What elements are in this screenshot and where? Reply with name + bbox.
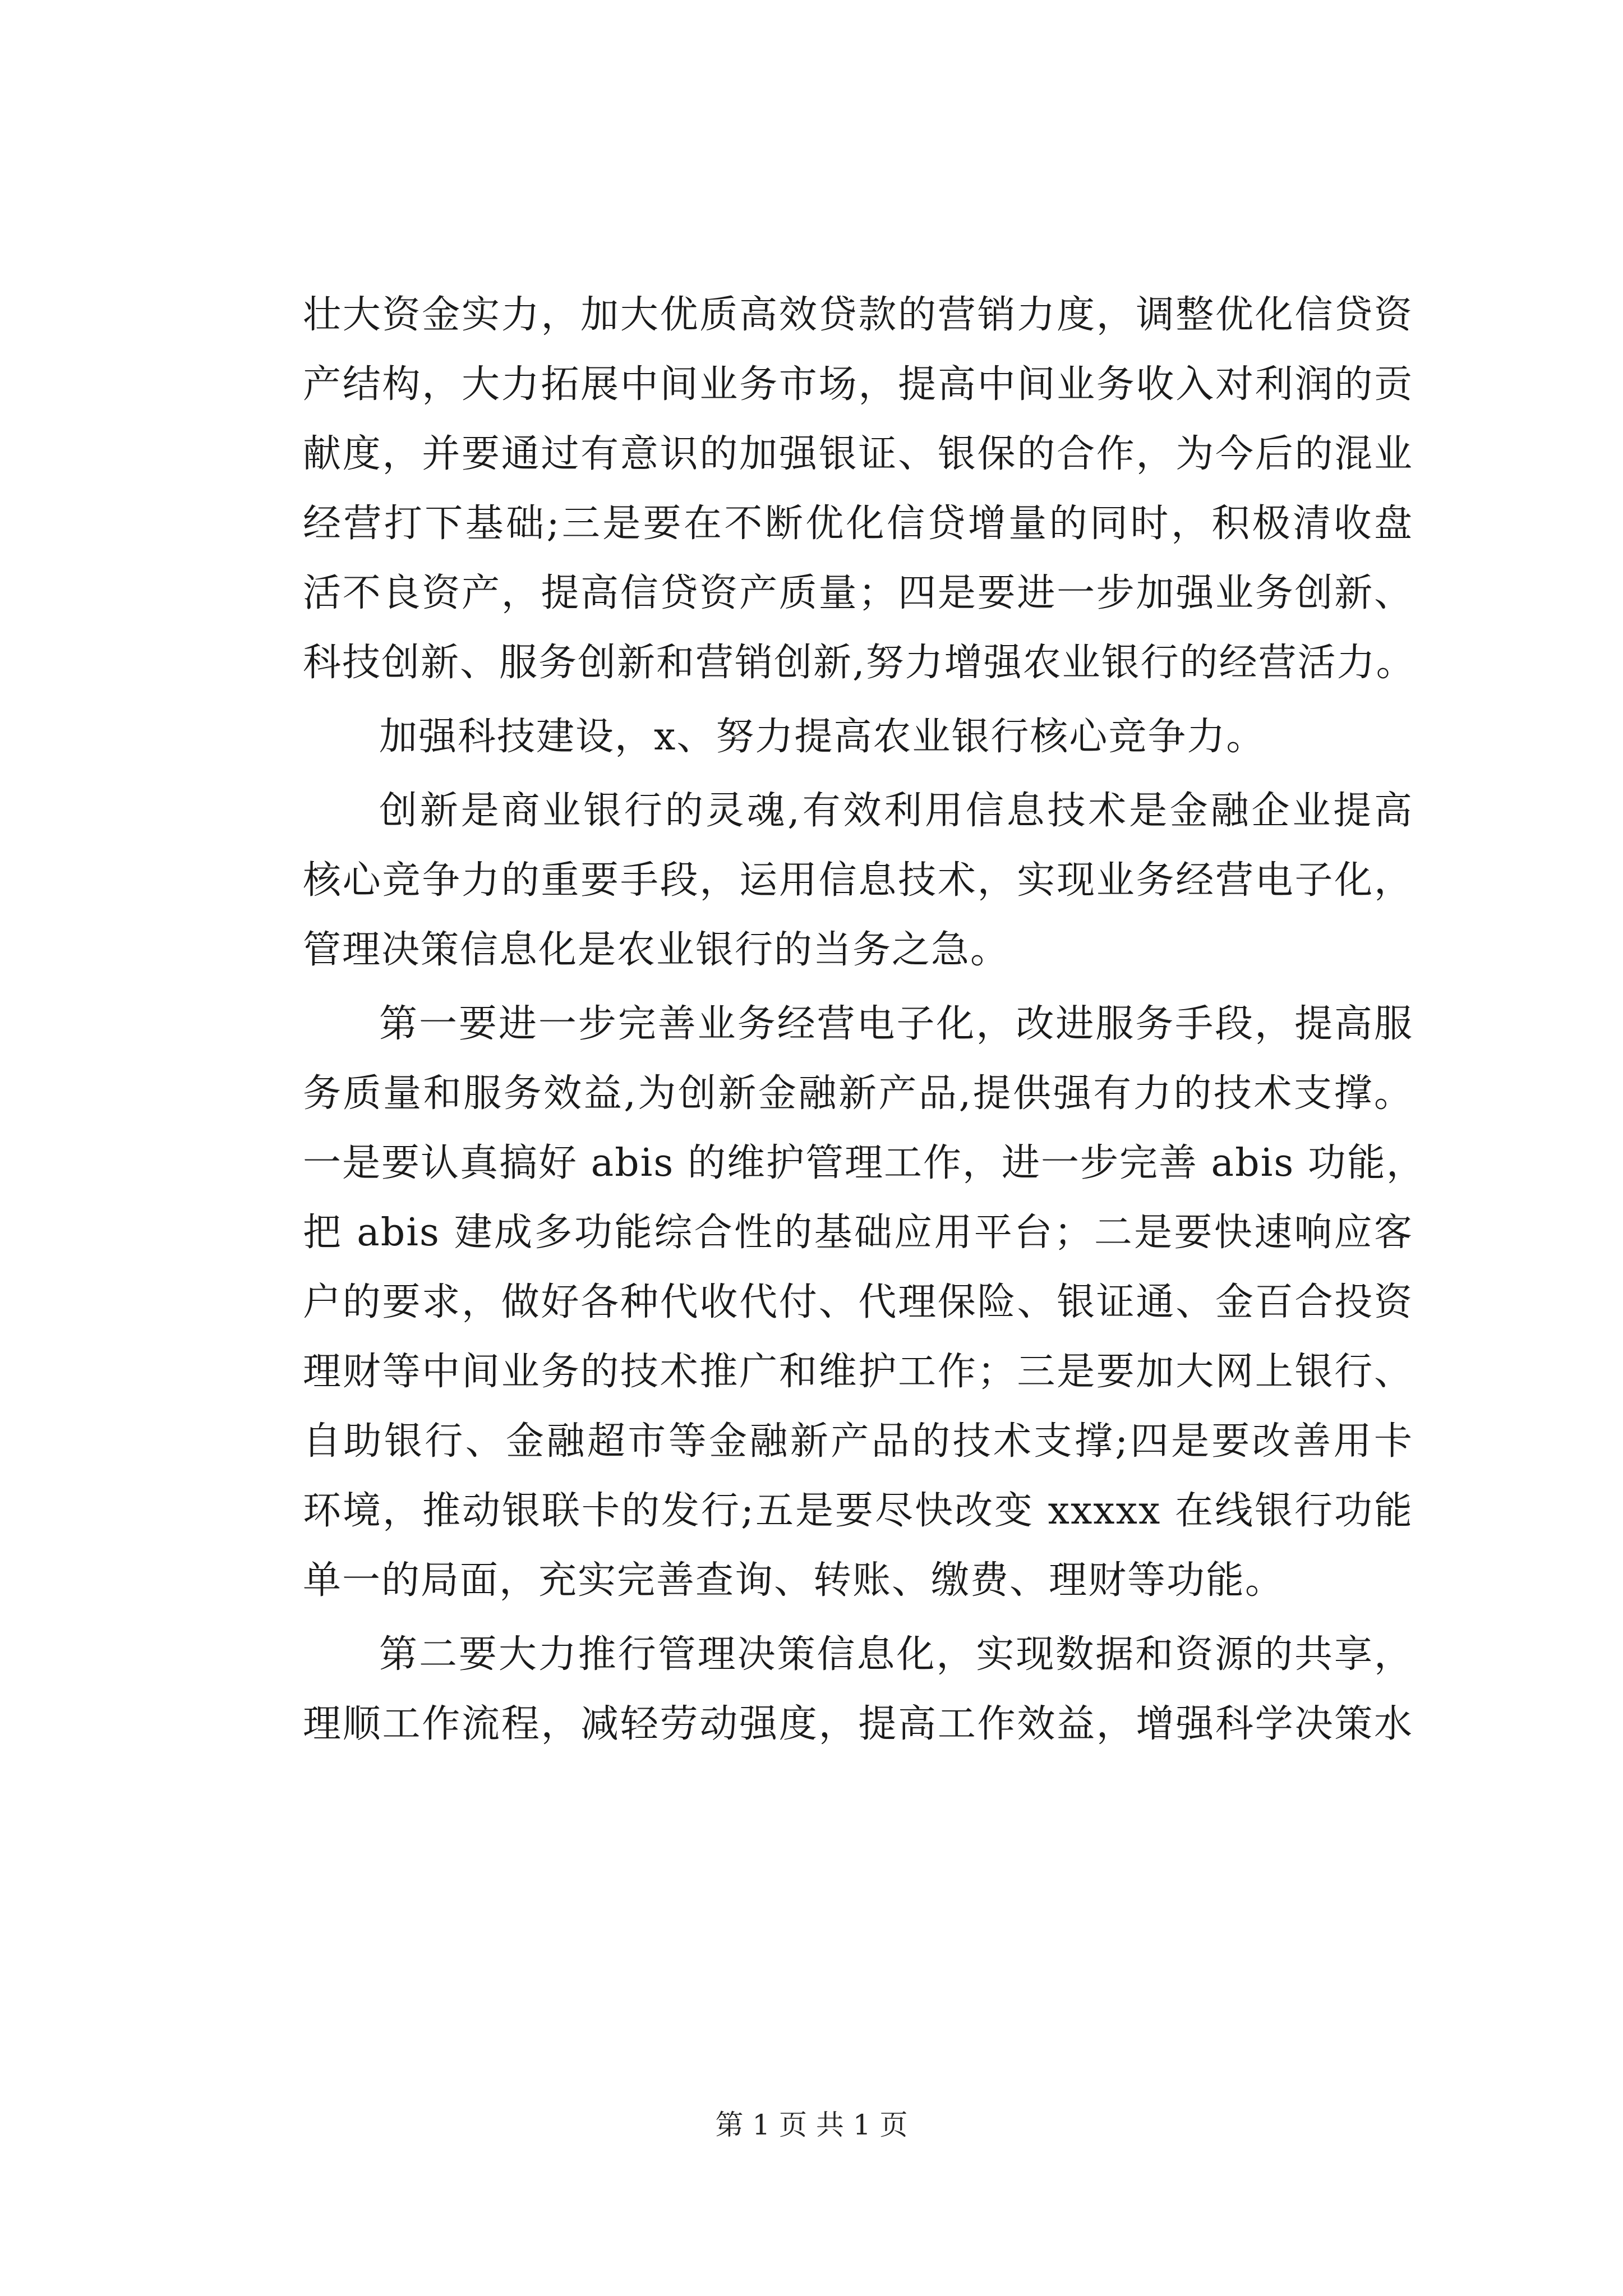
text-line: 活不良资产，提高信贷资产质量；四是要进一步加强业务创新、 (303, 571, 1413, 615)
text-line: 第二要大力推行管理决策信息化，实现数据和资源的共享， (379, 1632, 1413, 1677)
text-line: 核心竞争力的重要手段，运用信息技术，实现业务经营电子化， (303, 858, 1413, 903)
page-footer: 第 1 页 共 1 页 (715, 2109, 908, 2141)
paragraph-2 (303, 702, 1413, 772)
text-line: 理财等中间业务的技术推广和维护工作；三是要加大网上银行、 (303, 1350, 1413, 1394)
section-heading: 加强科技建设，x、努力提高农业银行核心竞争力。 (379, 715, 1266, 759)
text-line: 自助银行、金融超市等金融新产品的技术支撑;四是要改善用卡 (303, 1419, 1413, 1464)
text-line: 第一要进一步完善业务经营电子化，改进服务手段，提高服 (379, 1002, 1413, 1046)
text-line: 把 abis 建成多功能综合性的基础应用平台；二是要快速响应客 (303, 1211, 1413, 1255)
text-line: 管理决策信息化是农业银行的当务之急。 (303, 928, 1010, 972)
text-line: 一是要认真搞好 abis 的维护管理工作，进一步完善 abis 功能， (303, 1141, 1426, 1185)
paragraph-1 (303, 280, 1413, 698)
text-line: 环境，推动银联卡的发行;五是要尽快改变 xxxxx 在线银行功能 (303, 1489, 1413, 1533)
document-body (303, 280, 1426, 1764)
text-line: 单一的局面，充实完善查询、转账、缴费、理财等功能。 (303, 1558, 1285, 1603)
text-line: 产结构，大力拓展中间业务市场，提高中间业务收入对利润的贡 (303, 362, 1413, 407)
text-line: 经营打下基础;三是要在不断优化信贷增量的同时，积极清收盘 (303, 501, 1413, 546)
text-line: 科技创新、服务创新和营销创新,努力增强农业银行的经营活力。 (303, 641, 1415, 685)
text-line: 献度，并要通过有意识的加强银证、银保的合作，为今后的混业 (303, 432, 1413, 476)
text-line: 理顺工作流程，减轻劳动强度，提高工作效益，增强科学决策水 (303, 1702, 1413, 1746)
text-line: 壮大资金实力，加大优质高效贷款的营销力度，调整优化信贷资 (303, 293, 1413, 337)
paragraph-5 (303, 1620, 1413, 1759)
paragraph-4 (303, 990, 1426, 1616)
text-line: 户的要求，做好各种代收代付、代理保险、银证通、金百合投资 (303, 1280, 1413, 1324)
text-line: 务质量和服务效益,为创新金融新产品,提供强有力的技术支撑。 (303, 1071, 1413, 1116)
text-line: 创新是商业银行的灵魂,有效利用信息技术是金融企业提高 (379, 789, 1413, 833)
paragraph-3 (303, 776, 1413, 985)
